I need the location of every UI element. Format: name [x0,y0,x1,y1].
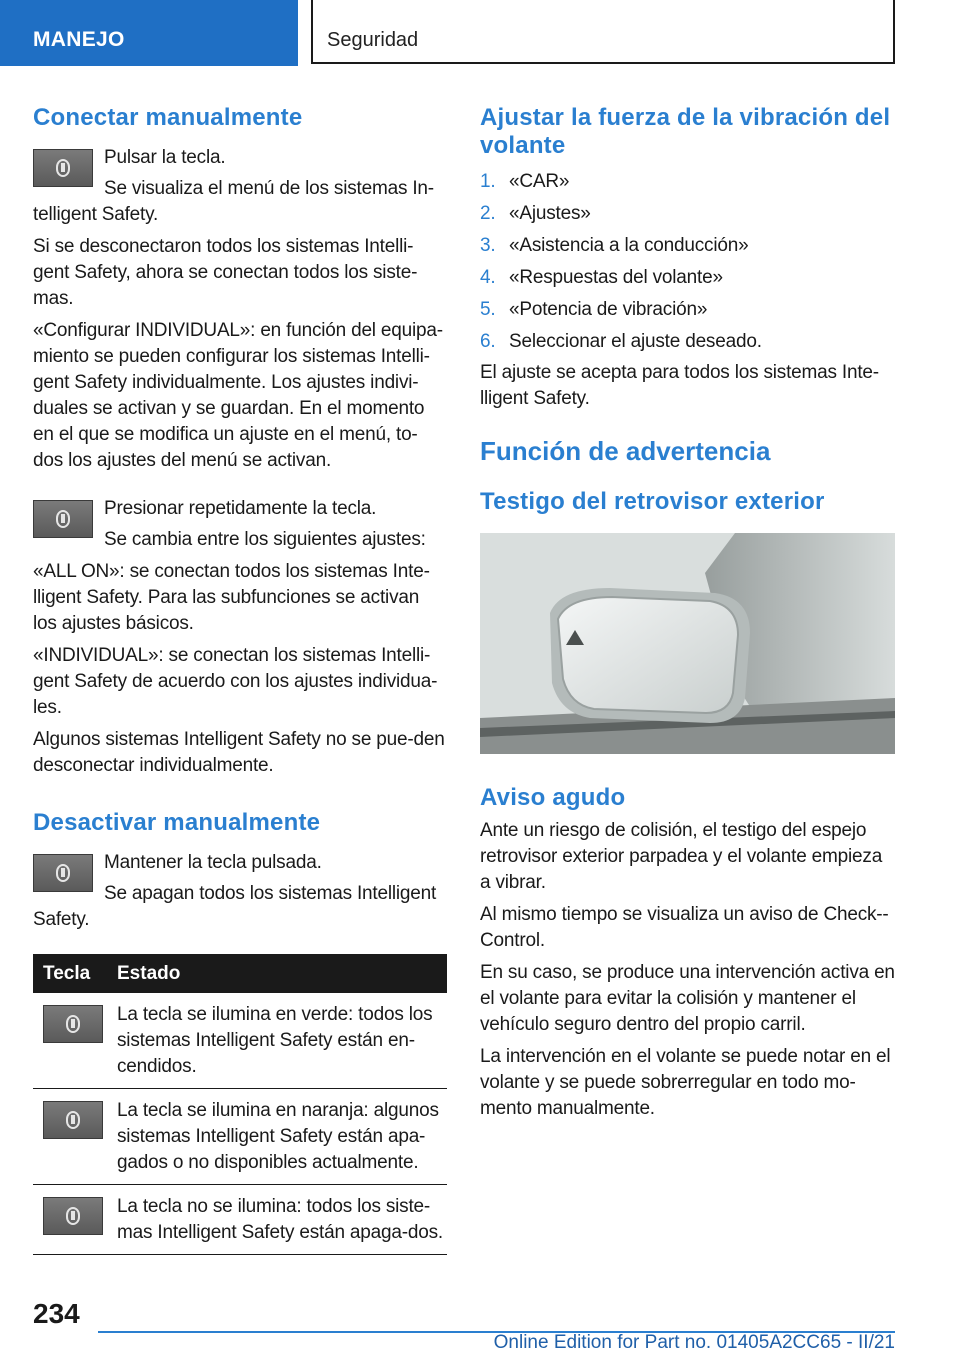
acute-paragraph-2: Al mismo tiempo se visualiza un aviso de Check--Control. [480,904,889,951]
connect-paragraph-1: Si se desconectaron todos los sistemas Intelli-gent Safety, ahora se conectan todos los siste-mas. [33,236,418,309]
page-number: 234 [33,1298,80,1329]
column-header-state: Estado [117,954,447,993]
acute-paragraph-4: La intervención en el volante se puede notar en el volante y se puede sobrerregular en todo mo-mento manualmente. [480,1046,891,1119]
list-item: 4. «Respuestas del volante» [480,267,723,288]
heading-vibration: Ajustar la fuerza de la vibración del volante [480,104,891,159]
acute-paragraph-3: En su caso, se produce una intervención activa en el volante para evitar la colisión y mantener el vehículo seguro dentro del propio carril. [480,962,895,1035]
table-row [33,1089,447,1185]
edition-note: Online Edition for Part no. 01405A2CC65 - II/21 [493,1332,895,1353]
state-text: La tecla no se ilumina: todos los siste-mas Intelligent Safety están apaga-dos. [117,1196,443,1243]
press-step2: Se cambia entre los siguientes ajustes: [104,529,426,550]
left-column [33,100,447,1255]
safety-button-green-icon [43,1005,103,1043]
press-step1: Presionar repetidamente la tecla. [104,498,377,519]
vibration-steps [480,166,895,358]
safety-button-off-icon [43,1197,103,1235]
connect-step-block [33,145,447,202]
acute-paragraph-1: Ante un riesgo de colisión, el testigo del espejo retrovisor exterior parpadea y el volante empieza a vibrar. [480,820,883,893]
connect-step1: Pulsar la tecla. [104,147,226,168]
state-text: La tecla se ilumina en naranja: algunos sistemas Intelligent Safety están apa-gados o no disponibles actualmente. [117,1100,439,1173]
state-text: La tecla se ilumina en verde: todos los sistemas Intelligent Safety están en-cendidos. [117,1004,433,1077]
vibration-paragraph: El ajuste se acepta para todos los sistemas Inte-lligent Safety. [480,362,879,409]
disconnect-step1: Mantener la tecla pulsada. [104,852,322,873]
list-item: 6. Seleccionar el ajuste deseado. [480,331,762,352]
right-column [480,100,895,1122]
table-row [33,993,447,1089]
some-systems-paragraph: Algunos sistemas Intelligent Safety no se pue-den desconectar individualmente. [33,729,445,776]
heading-connect: Conectar manualmente [33,104,303,131]
button-state-table [33,954,447,1255]
section-tab [0,0,298,66]
table-row [33,1185,447,1255]
individual-paragraph: «INDIVIDUAL»: se conectan los sistemas Intelli-gent Safety de acuerdo con los ajustes individua-les. [33,645,438,718]
connect-paragraph-2: «Configurar INDIVIDUAL»: en función del equipa-miento se pueden configurar los sistemas Intelli-gent Safety individualmente. Los ajustes indivi-duales se activan y se guardan. En el momento en el que se modifica un ajuste en el menú, to-dos los ajustes del menú se activan. [33,320,443,471]
column-header-button: Tecla [33,954,117,993]
disconnect-step-block [33,850,447,907]
side-mirror-image [480,533,895,754]
list-item: 2. «Ajustes» [480,203,591,224]
heading-warning: Función de advertencia [480,436,771,466]
list-item: 3. «Asistencia a la conducción» [480,235,749,256]
topic-tab [311,0,895,64]
allon-paragraph: «ALL ON»: se conectan todos los sistemas Inte-lligent Safety. Para las subfunciones se activan los ajustes básicos. [33,561,430,634]
safety-button-orange-icon [43,1101,103,1139]
list-item: 5. «Potencia de vibración» [480,299,708,320]
mirror-illustration [480,533,895,754]
heading-disconnect: Desactivar manualmente [33,809,321,836]
safety-button-icon [33,500,93,538]
disconnect-step2-first: Se apagan todos los sistemas Intelligent [104,883,437,904]
disconnect-step2-cont: Safety. [33,909,90,930]
connect-step2-cont: telligent Safety. [33,204,159,225]
section-title: MANEJO [33,28,125,51]
table-header-row [33,954,447,993]
heading-acute: Aviso agudo [480,784,626,811]
list-item: 1. «CAR» [480,171,570,192]
press-step-block [33,496,447,553]
connect-step2-first: Se visualiza el menú de los sistemas In- [104,178,434,199]
safety-button-icon [33,149,93,187]
safety-button-icon [33,854,93,892]
heading-mirror: Testigo del retrovisor exterior [480,488,825,515]
topic-title: Seguridad [327,29,419,51]
